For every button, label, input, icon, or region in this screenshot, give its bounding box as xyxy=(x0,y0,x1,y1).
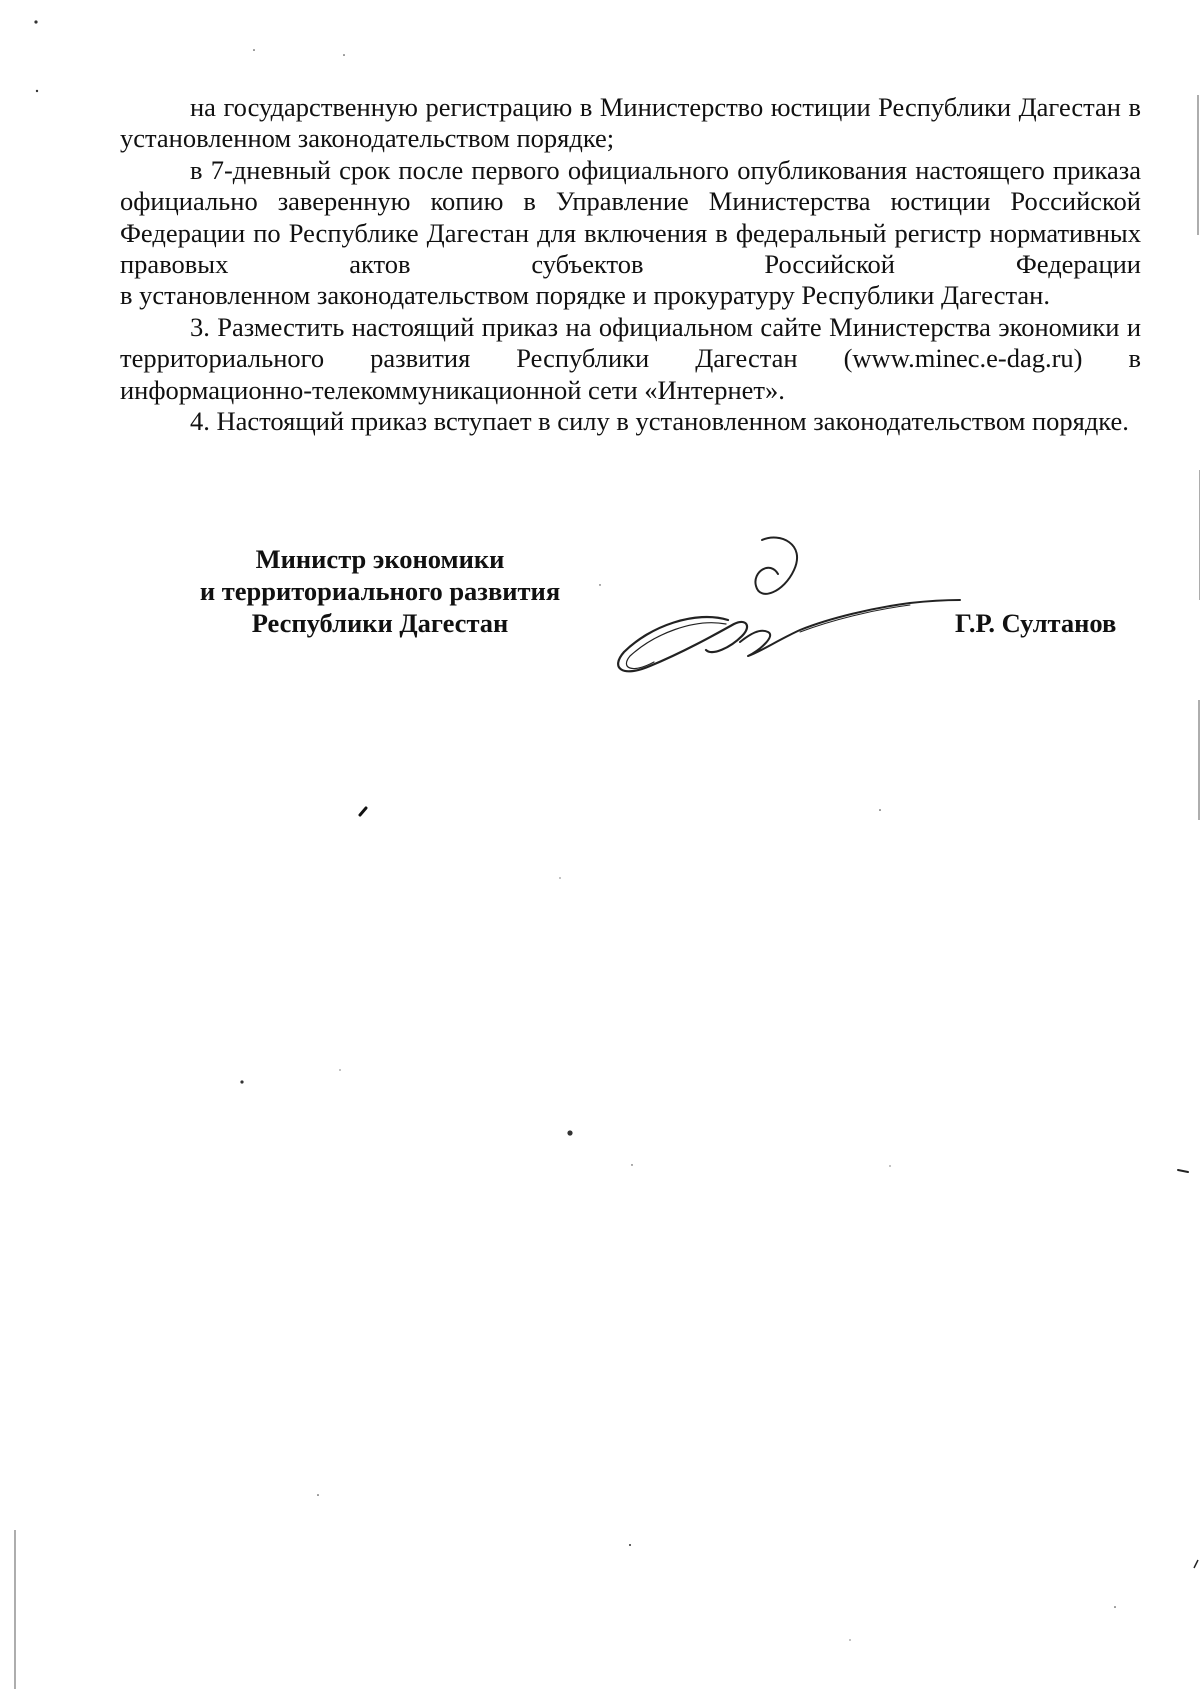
paragraph-registration: на государственную регистрацию в Министерство юстиции Республики Дагестан в установленном законодательством порядке; xyxy=(120,92,1141,154)
signatory-title xyxy=(180,543,580,639)
signatory-title-line-1: Министр экономики xyxy=(255,544,505,574)
signatory-title-line-3: Республики Дагестан xyxy=(251,608,509,638)
signatory-name: Г.Р. Султанов xyxy=(955,608,1117,638)
paragraph-federal-register-continued: в установленном законодательством порядке и прокуратуру Республики Дагестан. xyxy=(120,280,1050,311)
paragraph-publication: 3. Разместить настоящий приказ на официальном сайте Министерства экономики и территориального развития Республики Дагестан (www.minec.e-dag.ru) в информационно-телекоммуникационной сети «Интернет». xyxy=(120,311,1141,405)
document-body xyxy=(120,92,1141,437)
paragraph-entry-into-force: 4. Настоящий приказ вступает в силу в установленном законодательством порядке. xyxy=(190,406,1129,437)
paragraph-federal-register: в 7-дневный срок после первого официального опубликования настоящего приказа официально заверенную копию в Управление Министерства юстиции Российской Федерации по Республике Дагестан для включения в федеральный регистр нормативных правовых актов субъектов Российской Федерации xyxy=(120,154,1141,280)
handwritten-signature xyxy=(610,530,970,680)
signatory-title-line-2: и территориального развития xyxy=(199,576,561,606)
